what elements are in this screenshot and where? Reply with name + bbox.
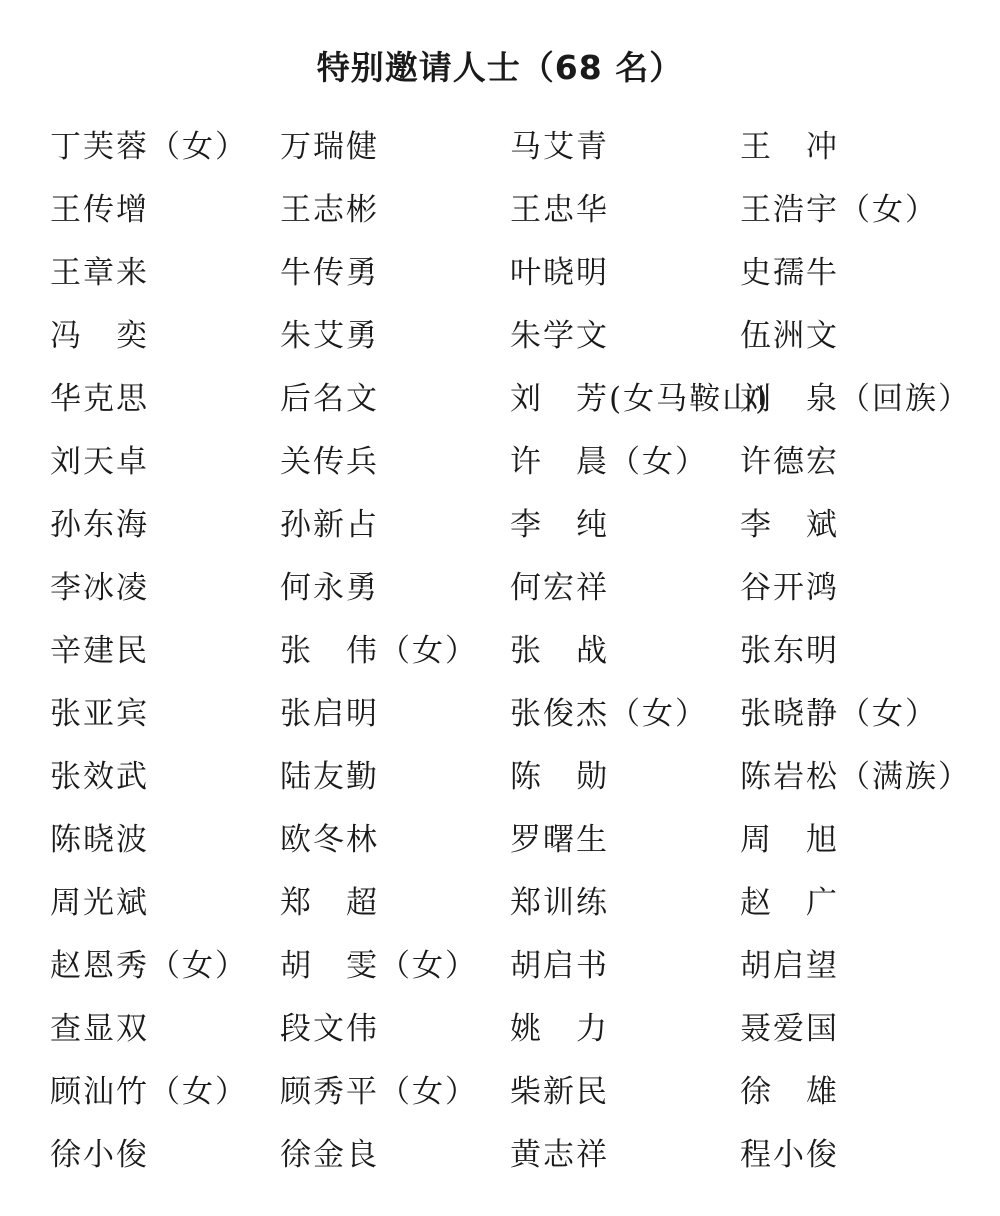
document-title: 特别邀请人士（68 名）	[316, 48, 684, 87]
name-entry: 陈岩松（满族）	[740, 759, 971, 795]
name-entry: 欧冬林	[280, 822, 379, 858]
name-entry: 胡启书	[510, 948, 609, 984]
name-entry: 聂爱国	[740, 1011, 839, 1047]
name-entry: 朱艾勇	[280, 318, 379, 354]
name-entry: 姚 力	[510, 1011, 609, 1047]
name-entry: 周 旭	[740, 822, 839, 858]
name-entry: 段文伟	[280, 1011, 379, 1047]
name-entry: 李冰凌	[50, 570, 149, 606]
name-entry: 王浩宇（女）	[740, 192, 938, 228]
name-entry: 张亚宾	[50, 696, 149, 732]
name-entry: 万瑞健	[280, 129, 379, 165]
name-entry: 徐小俊	[50, 1137, 149, 1173]
name-entry: 顾汕竹（女）	[50, 1074, 248, 1110]
name-entry: 王忠华	[510, 192, 609, 228]
name-entry: 张启明	[280, 696, 379, 732]
name-entry: 郑 超	[280, 885, 379, 921]
name-entry: 张效武	[50, 759, 149, 795]
name-entry: 马艾青	[510, 129, 609, 165]
name-entry: 张晓静（女）	[740, 696, 938, 732]
name-entry: 程小俊	[740, 1137, 839, 1173]
name-entry: 王志彬	[280, 192, 379, 228]
name-entry: 谷开鸿	[740, 570, 839, 606]
name-entry: 周光斌	[50, 885, 149, 921]
name-entry: 胡 雯（女）	[280, 948, 478, 984]
name-entry: 胡启望	[740, 948, 839, 984]
name-entry: 顾秀平（女）	[280, 1074, 478, 1110]
name-entry: 徐金良	[280, 1137, 379, 1173]
name-entry: 查显双	[50, 1011, 149, 1047]
name-entry: 陈 勋	[510, 759, 609, 795]
name-entry: 李 纯	[510, 507, 609, 543]
name-entry: 张 战	[510, 633, 609, 669]
name-entry: 孙东海	[50, 507, 149, 543]
name-entry: 黄志祥	[510, 1137, 609, 1173]
name-entry: 后名文	[280, 381, 379, 417]
name-list	[50, 118, 980, 1189]
name-entry: 张东明	[740, 633, 839, 669]
name-entry: 许德宏	[740, 444, 839, 480]
name-entry: 柴新民	[510, 1074, 609, 1110]
name-entry: 刘 芳(女马鞍山)	[510, 381, 770, 417]
name-entry: 王传增	[50, 192, 149, 228]
name-entry: 赵 广	[740, 885, 839, 921]
name-entry: 何宏祥	[510, 570, 609, 606]
name-entry: 赵恩秀（女）	[50, 948, 248, 984]
name-entry: 王 冲	[740, 129, 839, 165]
name-entry: 丁芙蓉（女）	[50, 129, 248, 165]
name-entry: 刘天卓	[50, 444, 149, 480]
name-entry: 关传兵	[280, 444, 379, 480]
name-entry: 陈晓波	[50, 822, 149, 858]
name-entry: 陆友勤	[280, 759, 379, 795]
name-entry: 王章来	[50, 255, 149, 291]
name-entry: 徐 雄	[740, 1074, 839, 1110]
name-entry: 冯 奕	[50, 318, 149, 354]
name-entry: 张 伟（女）	[280, 633, 478, 669]
name-entry: 郑训练	[510, 885, 609, 921]
name-entry: 李 斌	[740, 507, 839, 543]
name-entry: 朱学文	[510, 318, 609, 354]
name-entry: 孙新占	[280, 507, 379, 543]
name-entry: 刘 泉（回族）	[740, 381, 971, 417]
name-entry: 张俊杰（女）	[510, 696, 708, 732]
name-entry: 叶晓明	[510, 255, 609, 291]
name-entry: 华克思	[50, 381, 149, 417]
name-entry: 史孺牛	[740, 255, 839, 291]
name-entry: 何永勇	[280, 570, 379, 606]
name-entry: 伍洲文	[740, 318, 839, 354]
name-entry: 牛传勇	[280, 255, 379, 291]
name-entry: 辛建民	[50, 633, 149, 669]
name-entry: 许 晨（女）	[510, 444, 708, 480]
name-entry: 罗曙生	[510, 822, 609, 858]
